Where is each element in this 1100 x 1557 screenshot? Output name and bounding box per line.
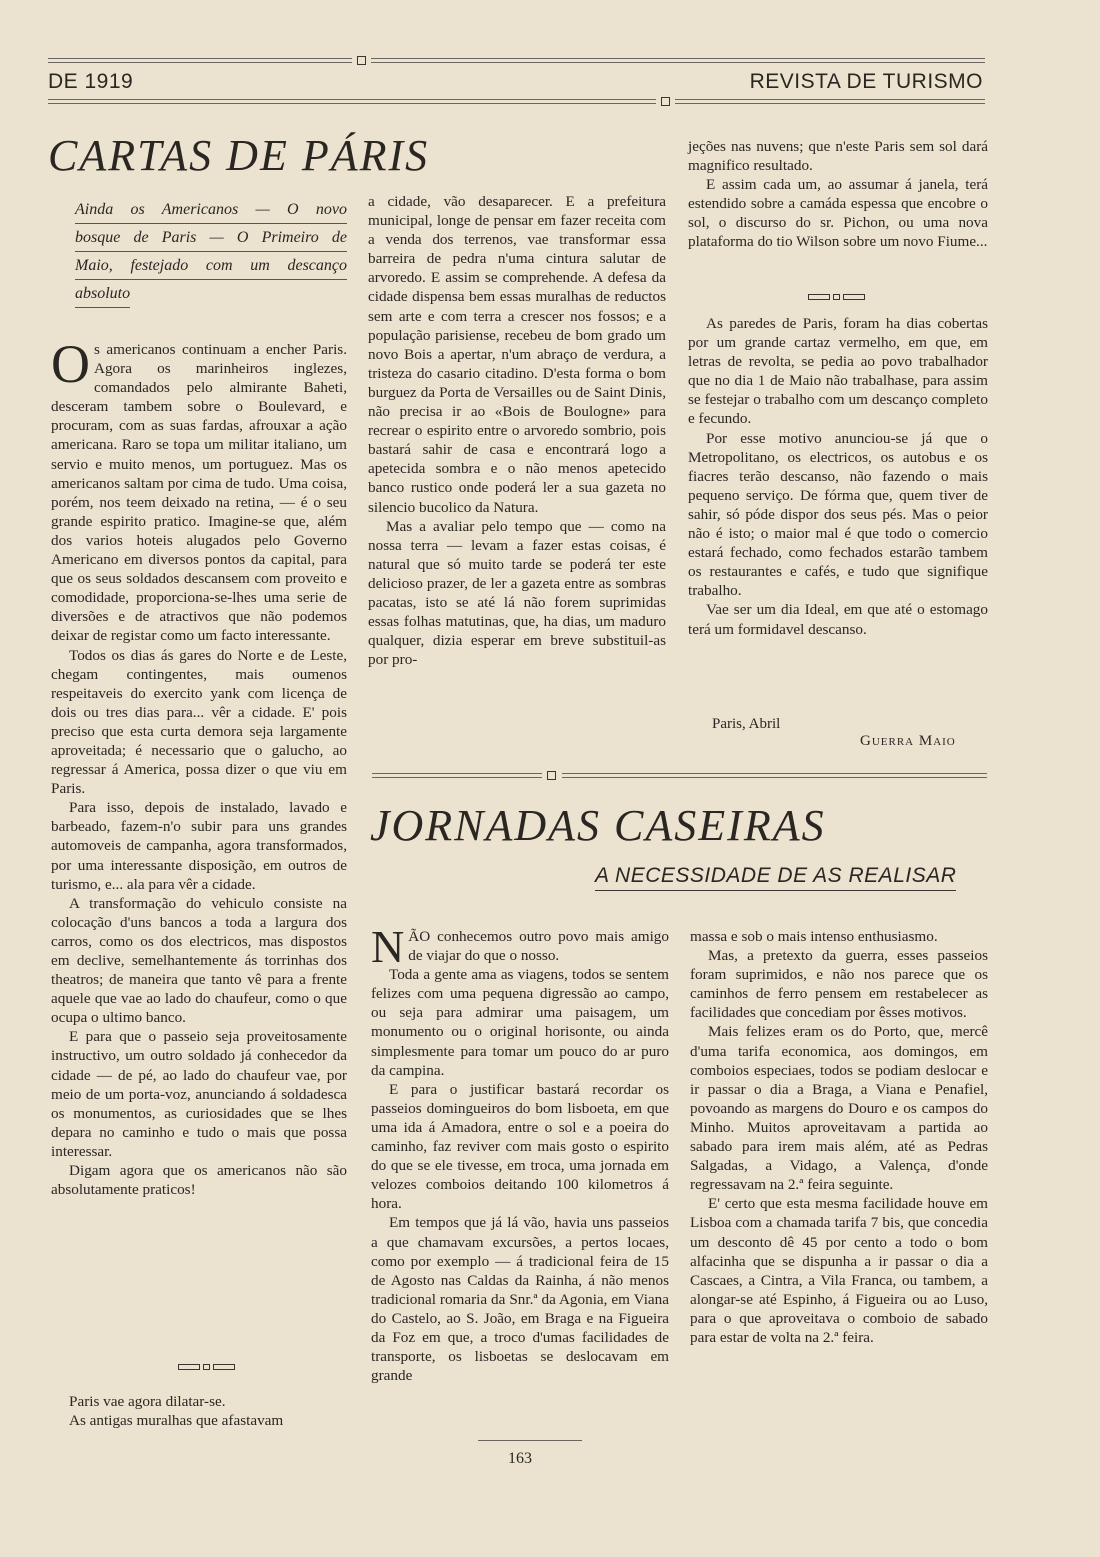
paragraph: E para que o passeio seja proveitosamente instructivo, um outro soldado já conhecedor da cidade — de pé, ao lado do chaufeur vae, por meio de um porta-voz, anunciando á soldadesca os monumentos, as curiosidades que se lhes depara no caminho e tudo o mais que possa interessar. [51, 1028, 347, 1160]
header-rule-lower-left [48, 99, 656, 104]
paragraph: massa e sob o mais intenso enthusiasmo. [690, 928, 938, 945]
paragraph: Em tempos que já lá vão, havia uns passeios a que chamavam excursões, a pertos locaes, como por exemplo — á tradicional feira de 15 de Agosto nas Caldas da Rainha, á não menos tradicional romaria da Snr.ª da Agonia, em Viana do Castelo, ao S. João, em Braga e na Figueira da Foz em que, a troco d'umas facilidades de transporte, os lisboetas se deslocavam em grande [371, 1214, 669, 1385]
article2-column1 [371, 921, 669, 1385]
subtitle-line: absoluto [75, 280, 130, 308]
paragraph: E para o justificar bastará recordar os passeios domingueiros do bom lisboeta, em que uma ida á Amadora, entre o sol e a poeira do caminho, faz reviver com mais gosto o espirito do que se ele tivesse, em troca, uma jornada em velozes comboios deitando 100 kilometros á hora. [371, 1080, 669, 1213]
paragraph: Por esse motivo anunciou-se já que o Metropolitano, os electricos, os autobus e os fiacres terão descanso, não fazendo o mais pequeno serviço. De fórma que, quem tiver de sahir, só póde dispor dos seus pés. Mas o peior não é isto; o maior mal é que todo o comercio estará fechado, como fechados estarão tambem os restaurantes e cafés, e tudo que signifique trabalho. [688, 429, 988, 600]
article1-column1 [51, 334, 347, 1199]
article-divider-left [372, 773, 542, 778]
paragraph: a cidade, vão desaparecer. E a prefeitura municipal, longe de pensar em fazer receita com a venda dos terrenos, vae transformar essa barreira de pedra n'uma cintura salutar de arvoredo. E assim se comprehende. A defesa da cidade dispensa bem essas muralhas de reductos sem arte e com terra a crescer nos fossos; e a população parisiense, recebeu de bom grado um novo Bois a apertar, n'um abraço de verdura, a tristeza do casario citadino. D'esta forma o bom burguez da Porta de Versailles ou de Saint Dinis, não precisa ir ao «Bois de Boulogne» para recrear o espirito entre o arvoredo sombrio, pois bastará sahir de casa e encontrará logo a apetecida sombra e o não menos apetecido banco rustico onde poderá ler a sua gazeta no silencio bucolico da Natura. [368, 193, 666, 516]
article2-title: JORNADAS CASEIRAS [370, 801, 826, 850]
paragraph: Para isso, depois de instalado, lavado e barbeado, fazem-n'o subir para uns grandes automoveis de campanha, agora transformados, por uma interessante disposição, em outros de turismo, e... ala para vêr a cidade. [51, 799, 347, 893]
paragraph-text: ÃO conhecemos outro povo mais amigo de viajar do que o nosso. [408, 928, 669, 965]
header-ornament [357, 56, 366, 65]
header-rule-left [48, 58, 352, 63]
article2-column2 [690, 927, 988, 1347]
header-magazine-name: REVISTA DE TURISMO [749, 70, 983, 93]
paragraph: Digam agora que os americanos não são absolutamente praticos! [51, 1162, 347, 1199]
page-number: 163 [508, 1450, 532, 1467]
paragraph: Vae ser um dia Ideal, em que até o estomago terá um formidavel descanso. [688, 601, 988, 638]
header-rule-right [371, 58, 985, 63]
paragraph: E' certo que esta mesma facilidade houve em Lisboa com a chamada tarifa 7 bis, que concedia um desconto dê 45 por cento a todo o bom alfacinha que se dispunha a ir passar o dia a Cascaes, a Cintra, a Vila Franca, ou tambem, a alongar-se até Espinho, á Figueira ou ao Luso, para o que aproveitava o comboio de sabado para estar de volta na 2.ª feira. [690, 1195, 988, 1346]
article1-column3-continued [688, 314, 988, 639]
paragraph: Toda a gente ama as viagens, todos se sentem felizes com uma pequena digressão ao campo, ou seja para admirar uma paisagem, um monumento ou o original horisonte, ou ainda simplesmente para tomar um pouco do ar puro da campina. [371, 966, 669, 1079]
paragraph: As paredes de Paris, foram ha dias cobertas por um grande cartaz vermelho, em que, em letras de revolta, se pedia ao povo trabalhador que no dia 1 de Maio não trabalhase, para assim se festejar o trabalho com um descanço completo e fecundo. [688, 315, 988, 428]
subtitle-line: bosque de Paris — O Primeiro de [75, 224, 347, 252]
drop-cap: N [371, 921, 405, 972]
section-ornament [808, 294, 864, 302]
paragraph [371, 921, 669, 972]
subtitle-line: Maio, festejado com um descanço [75, 252, 347, 280]
subtitle-line: Ainda os Americanos — O novo [75, 196, 347, 224]
paragraph: Mas, a pretexto da guerra, esses passeios foram suprimidos, e não nos parece que os caminhos de ferro pensem em restabelecer as facilidades que concediam por êsses motivos. [690, 947, 988, 1022]
header-rule-lower-right [675, 99, 985, 104]
page-number-rule [478, 1440, 582, 1443]
paragraph: As antigas muralhas que afastavam [69, 1412, 284, 1430]
paragraph: Paris vae agora dilatar-se. [69, 1393, 226, 1410]
paragraph: Todos os dias ás gares do Norte e de Leste, chegam contingentes, mais oumenos respeitaveis do exercito yank com licença de dois ou tres dias para... vêr a cidade. E' pois preciso que esta curta demora seja largamente aproveitada; é necessario que o galucho, ao regressar á America, possa dizer o que viu em Paris. [51, 646, 347, 798]
drop-cap: O [51, 334, 90, 394]
header-year: DE 1919 [48, 70, 134, 93]
article-divider-right [562, 773, 987, 778]
article1-column3 [688, 137, 988, 252]
article1-title: CARTAS DE PÁRIS [48, 131, 430, 180]
paragraph: E assim cada um, ao assumar á janela, terá estendido sobre a camáda espessa que encobre o sol, o discurso do sr. Pichon, ou uma nova plataforma do tio Wilson sobre um novo Fiume... [688, 176, 988, 251]
article1-author: Guerra Maio [860, 733, 956, 749]
article1-place-date: Paris, Abril [712, 716, 781, 732]
paragraph [51, 334, 347, 646]
article1-subtitle [75, 196, 347, 308]
article2-subtitle: A NECESSIDADE DE AS REALISAR [595, 864, 956, 891]
article1-column2 [368, 192, 666, 669]
header-ornament-lower [661, 97, 670, 106]
paragraph: jeções nas nuvens; que n'este Paris sem sol dará magnifico resultado. [688, 138, 988, 175]
divider-ornament [547, 771, 556, 780]
paragraph: A transformação do vehiculo consiste na colocação d'uns bancos a toda a largura dos carros, como os dos electricos, mas dispostos em declive, semelhantemente ás torrinhas dos theatros; de maneira que tanto vê para a frente aquele que vae ao lado do chaufeur, como o que ocupa o ultimo banco. [51, 894, 347, 1027]
article1-column1-continued [51, 1392, 347, 1430]
paragraph-text: s americanos continuam a encher Paris. Agora os marinheiros inglezes, comandados pelo almirante Baheti, desceram tambem sobre o Boulevard, e procuram, com as suas fardas, afrouxar a ação americana. Raro se topa um militar italiano, um servio e muito menos, um portuguez. Mas os americanos saltam por cima de tudo. Uma coisa, porém, nos teem deixado na retina, — é o seu grande espirito pratico. Imagine-se que, além dos varios hoteis alugados pelo Governo Americano em diversos pontos da capital, para que os seus soldados descansem com proveito e comodidade, proporciona-se-lhes uma serie de diversões e de atractivos que não podemos deixar de registar como um facto interessante. [51, 341, 347, 645]
section-ornament [178, 1364, 234, 1372]
paragraph: Mais felizes eram os do Porto, que, mercê d'uma tarifa economica, aos domingos, em comboios especiaes, todos se podiam deslocar e ir passar o dia a Braga, a Viana e Penafiel, povoando as margens do Douro e os campos do Minho. Muitos aproveitavam a partida ao sabado para irem mais além, até as Pedras Salgadas, a Vidago, a Valença, d'onde regressavam na 2.ª feira seguinte. [690, 1023, 988, 1194]
paragraph: Mas a avaliar pelo tempo que — como na nossa terra — levam a fazer estas coisas, é natural que só muito tarde se poderá ter este delicioso prazer, de ler a gazeta entre as sombras pacatas, isto se até lá não forem suprimidas essas folhas matutinas, que, ha dias, um maduro qualquer, dizia esperar em breve substituil-as por pro- [368, 517, 666, 669]
